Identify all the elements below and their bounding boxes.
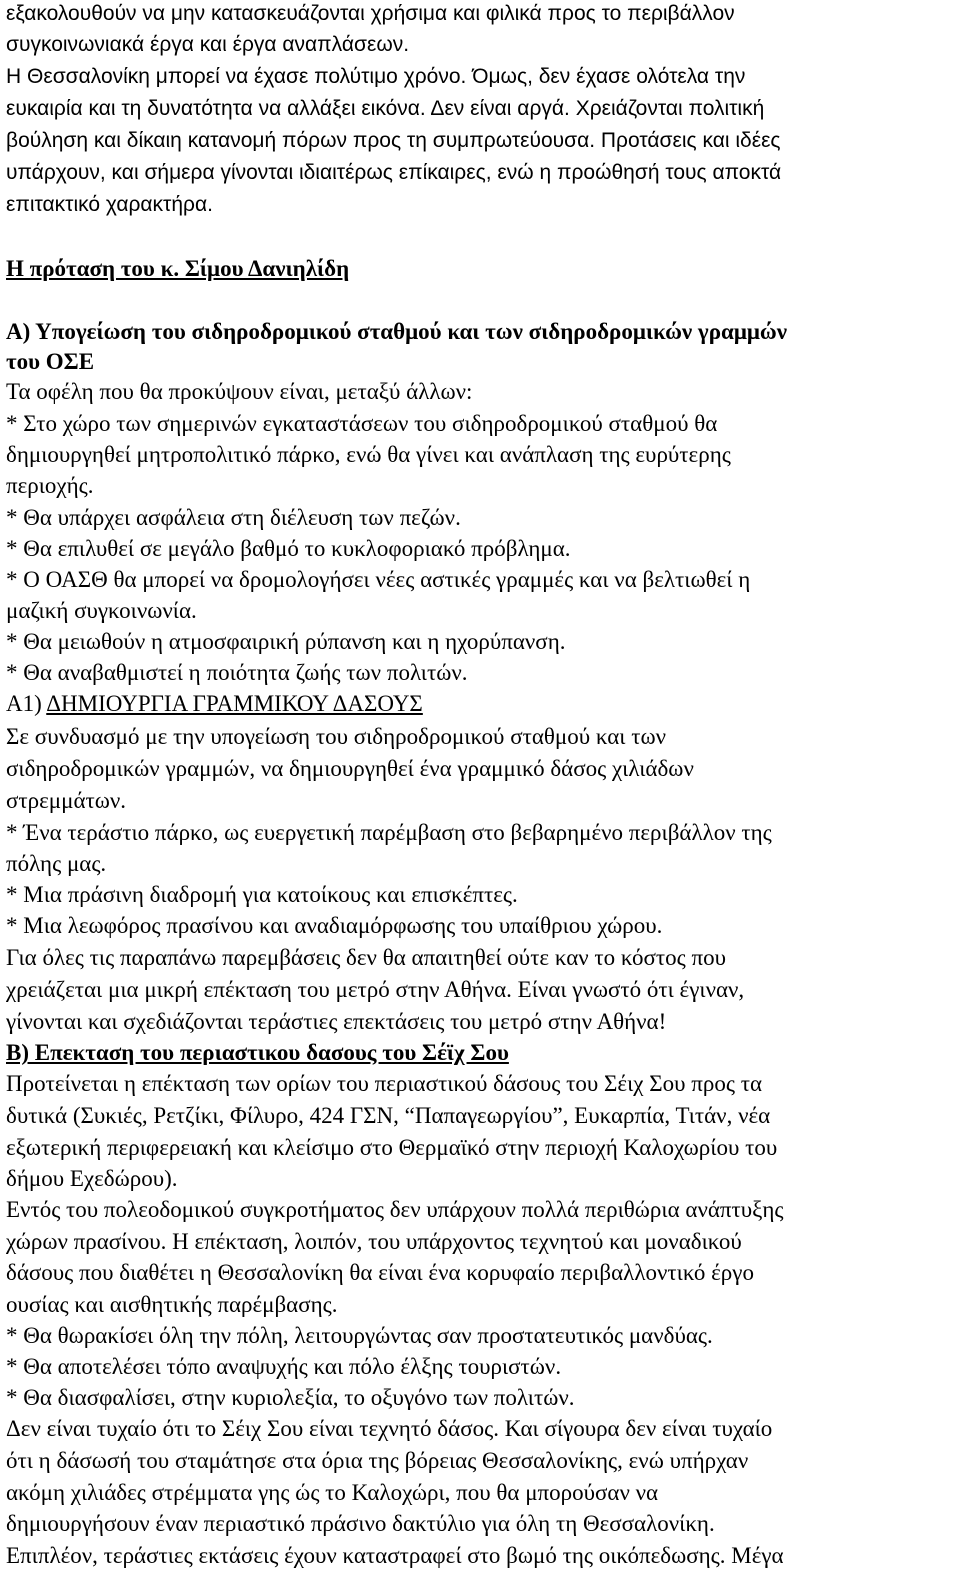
section-a1-line: * Μια λεωφόρος πρασίνου και αναδιαμόρφωσης του υπαίθριου χώρου.	[6, 913, 663, 938]
section-a-title: Α) Υπογείωση του σιδηροδρομικού σταθμού και των σιδηροδρομικών γραμμών	[6, 319, 788, 344]
section-a-line: Τα οφέλη που θα προκύψουν είναι, μεταξύ άλλων:	[6, 379, 473, 404]
intro-line: υπάρχουν, και σήμερα γίνονται ιδιαιτέρως επίκαιρες, ενώ η προώθησή τους αποκτά	[6, 161, 782, 184]
intro-line: ευκαιρία και τη δυνατότητα να αλλάξει εικόνα. Δεν είναι αργά. Χρειάζονται πολιτική	[6, 97, 765, 120]
section-b-line: Δεν είναι τυχαίο ότι το Σέιχ Σου είναι τεχνητό δάσος. Και σίγουρα δεν είναι τυχαίο	[6, 1416, 773, 1441]
section-b-line: δήμου Εχεδώρου).	[6, 1166, 178, 1191]
section-b-line: ότι η δάσωσή του σταμάτησε στα όρια της βόρειας Θεσσαλονίκης, ενώ υπήρχαν	[6, 1448, 749, 1473]
section-b-line: δημιουργήσουν έναν περιαστικό πράσινο δακτύλιο για όλη τη Θεσσαλονίκη.	[6, 1511, 715, 1536]
section-a1-line: * Μια πράσινη διαδρομή για κατοίκους και επισκέπτες.	[6, 882, 518, 907]
section-a1-line: χρειάζεται μια μικρή επέκταση του μετρό στην Αθήνα. Είναι γνωστό ότι έγιναν,	[6, 977, 745, 1002]
section-b-line: Επιπλέον, τεράστιες εκτάσεις έχουν καταστραφεί στο βωμό της οικόπεδωσης. Μέγα	[6, 1543, 784, 1568]
section-a1-line: Για όλες τις παραπάνω παρεμβάσεις δεν θα απαιτηθεί ούτε καν το κόστος που	[6, 945, 727, 970]
section-b-line: Εντός του πολεοδομικού συγκροτήματος δεν υπάρχουν πολλά περιθώρια ανάπτυξης	[6, 1197, 784, 1222]
section-b-title: Β) Επεκταση του περιαστικου δασους του Σέϊχ Σου	[6, 1040, 509, 1065]
section-a-line: * Θα μειωθούν η ατμοσφαιρική ρύπανση και η ηχορύπανση.	[6, 629, 566, 654]
section-a-title: του ΟΣΕ	[6, 349, 95, 374]
section-b-line: * Θα διασφαλίσει, στην κυριολεξία, το οξυγόνο των πολιτών.	[6, 1385, 575, 1410]
section-a1-title: ΔΗΜΙΟΥΡΓΙΑ ΓΡΑΜΜΙΚΟΥ ΔΑΣΟΥΣ	[46, 691, 423, 716]
section-a-line: δημιουργηθεί μητροπολιτικό πάρκο, ενώ θα γίνει και ανάπλαση της ευρύτερης	[6, 442, 731, 467]
section-a1-line: στρεμμάτων.	[6, 788, 127, 813]
section-a1-prefix: Α1)	[6, 691, 47, 716]
section-a1-line: * Ένα τεράστιο πάρκο, ως ευεργετική παρέμβαση στο βεβαρημένο περιβάλλον της	[6, 820, 772, 845]
section-b-line: * Θα θωρακίσει όλη την πόλη, λειτουργώντας σαν προστατευτικός μανδύας.	[6, 1323, 713, 1348]
section-a1-line: σιδηροδρομικών γραμμών, να δημιουργηθεί ένα γραμμικό δάσος χιλιάδων	[6, 756, 694, 781]
section-a1-line: πόλης μας.	[6, 851, 107, 876]
section-b-line: χώρων πρασίνου. Η επέκταση, λοιπόν, του υπάρχοντος τεχνητού και μοναδικού	[6, 1229, 742, 1254]
intro-line: εξακολουθούν να μην κατασκευάζονται χρήσιμα και φιλικά προς το περιβάλλον	[6, 2, 735, 25]
intro-line: βούληση και δίκαιη κατανομή πόρων προς τη συμπρωτεύουσα. Προτάσεις και ιδέες	[6, 129, 781, 152]
section-a-line: * Θα υπάρχει ασφάλεια στη διέλευση των πεζών.	[6, 505, 461, 530]
section-a1-line: Σε συνδυασμό με την υπογείωση του σιδηροδρομικού σταθμού και των	[6, 724, 667, 749]
section-b-line: εξωτερική περιφερειακή και κλείσιμο στο Θερμαϊκό στην περιοχή Καλοχωρίου του	[6, 1135, 778, 1160]
section-b-line: ακόμη χιλιάδες στρέμματα γης ώς το Καλοχώρι, που θα μπορούσαν να	[6, 1480, 659, 1505]
section-b-line: ουσίας και αισθητικής παρέμβασης.	[6, 1292, 338, 1317]
section-b-line: δάσους που διαθέτει η Θεσσαλονίκη θα είναι ένα κορυφαίο περιβαλλοντικό έργο	[6, 1260, 754, 1285]
section-a-line: * Θα επιλυθεί σε μεγάλο βαθμό το κυκλοφοριακό πρόβλημα.	[6, 536, 571, 561]
section-a1-heading	[6, 692, 423, 715]
proposal-heading: Η πρόταση του κ. Σίμου Δανιηλίδη	[6, 256, 350, 281]
section-a-line: * Θα αναβαθμιστεί η ποιότητα ζωής των πολιτών.	[6, 660, 468, 685]
section-b-line: * Θα αποτελέσει τόπο αναψυχής και πόλο έλξης τουριστών.	[6, 1354, 562, 1379]
section-a1-line: γίνονται και σχεδιάζονται τεράστιες επεκτάσεις του μετρό στην Αθήνα!	[6, 1009, 667, 1034]
section-a-line: περιοχής.	[6, 473, 94, 498]
section-a-line: * Στο χώρο των σημερινών εγκαταστάσεων του σιδηροδρομικού σταθμού θα	[6, 411, 718, 436]
intro-line: συγκοινωνιακά έργα και έργα αναπλάσεων.	[6, 33, 410, 56]
section-b-line: Προτείνεται η επέκταση των ορίων του περιαστικού δάσους του Σέιχ Σου προς τα	[6, 1071, 763, 1096]
section-a-line: μαζική συγκοινωνία.	[6, 598, 197, 623]
intro-line: Η Θεσσαλονίκη μπορεί να έχασε πολύτιμο χρόνο. Όμως, δεν έχασε ολότελα την	[6, 65, 746, 88]
section-b-line: δυτικά (Συκιές, Ρετζίκι, Φίλυρο, 424 ΓΣΝ, “Παπαγεωργίου”, Ευκαρπία, Τιτάν, νέα	[6, 1103, 771, 1128]
intro-line: επιτακτικό χαρακτήρα.	[6, 193, 213, 216]
section-a-line: * Ο ΟΑΣΘ θα μπορεί να δρομολογήσει νέες αστικές γραμμές και να βελτιωθεί η	[6, 567, 751, 592]
